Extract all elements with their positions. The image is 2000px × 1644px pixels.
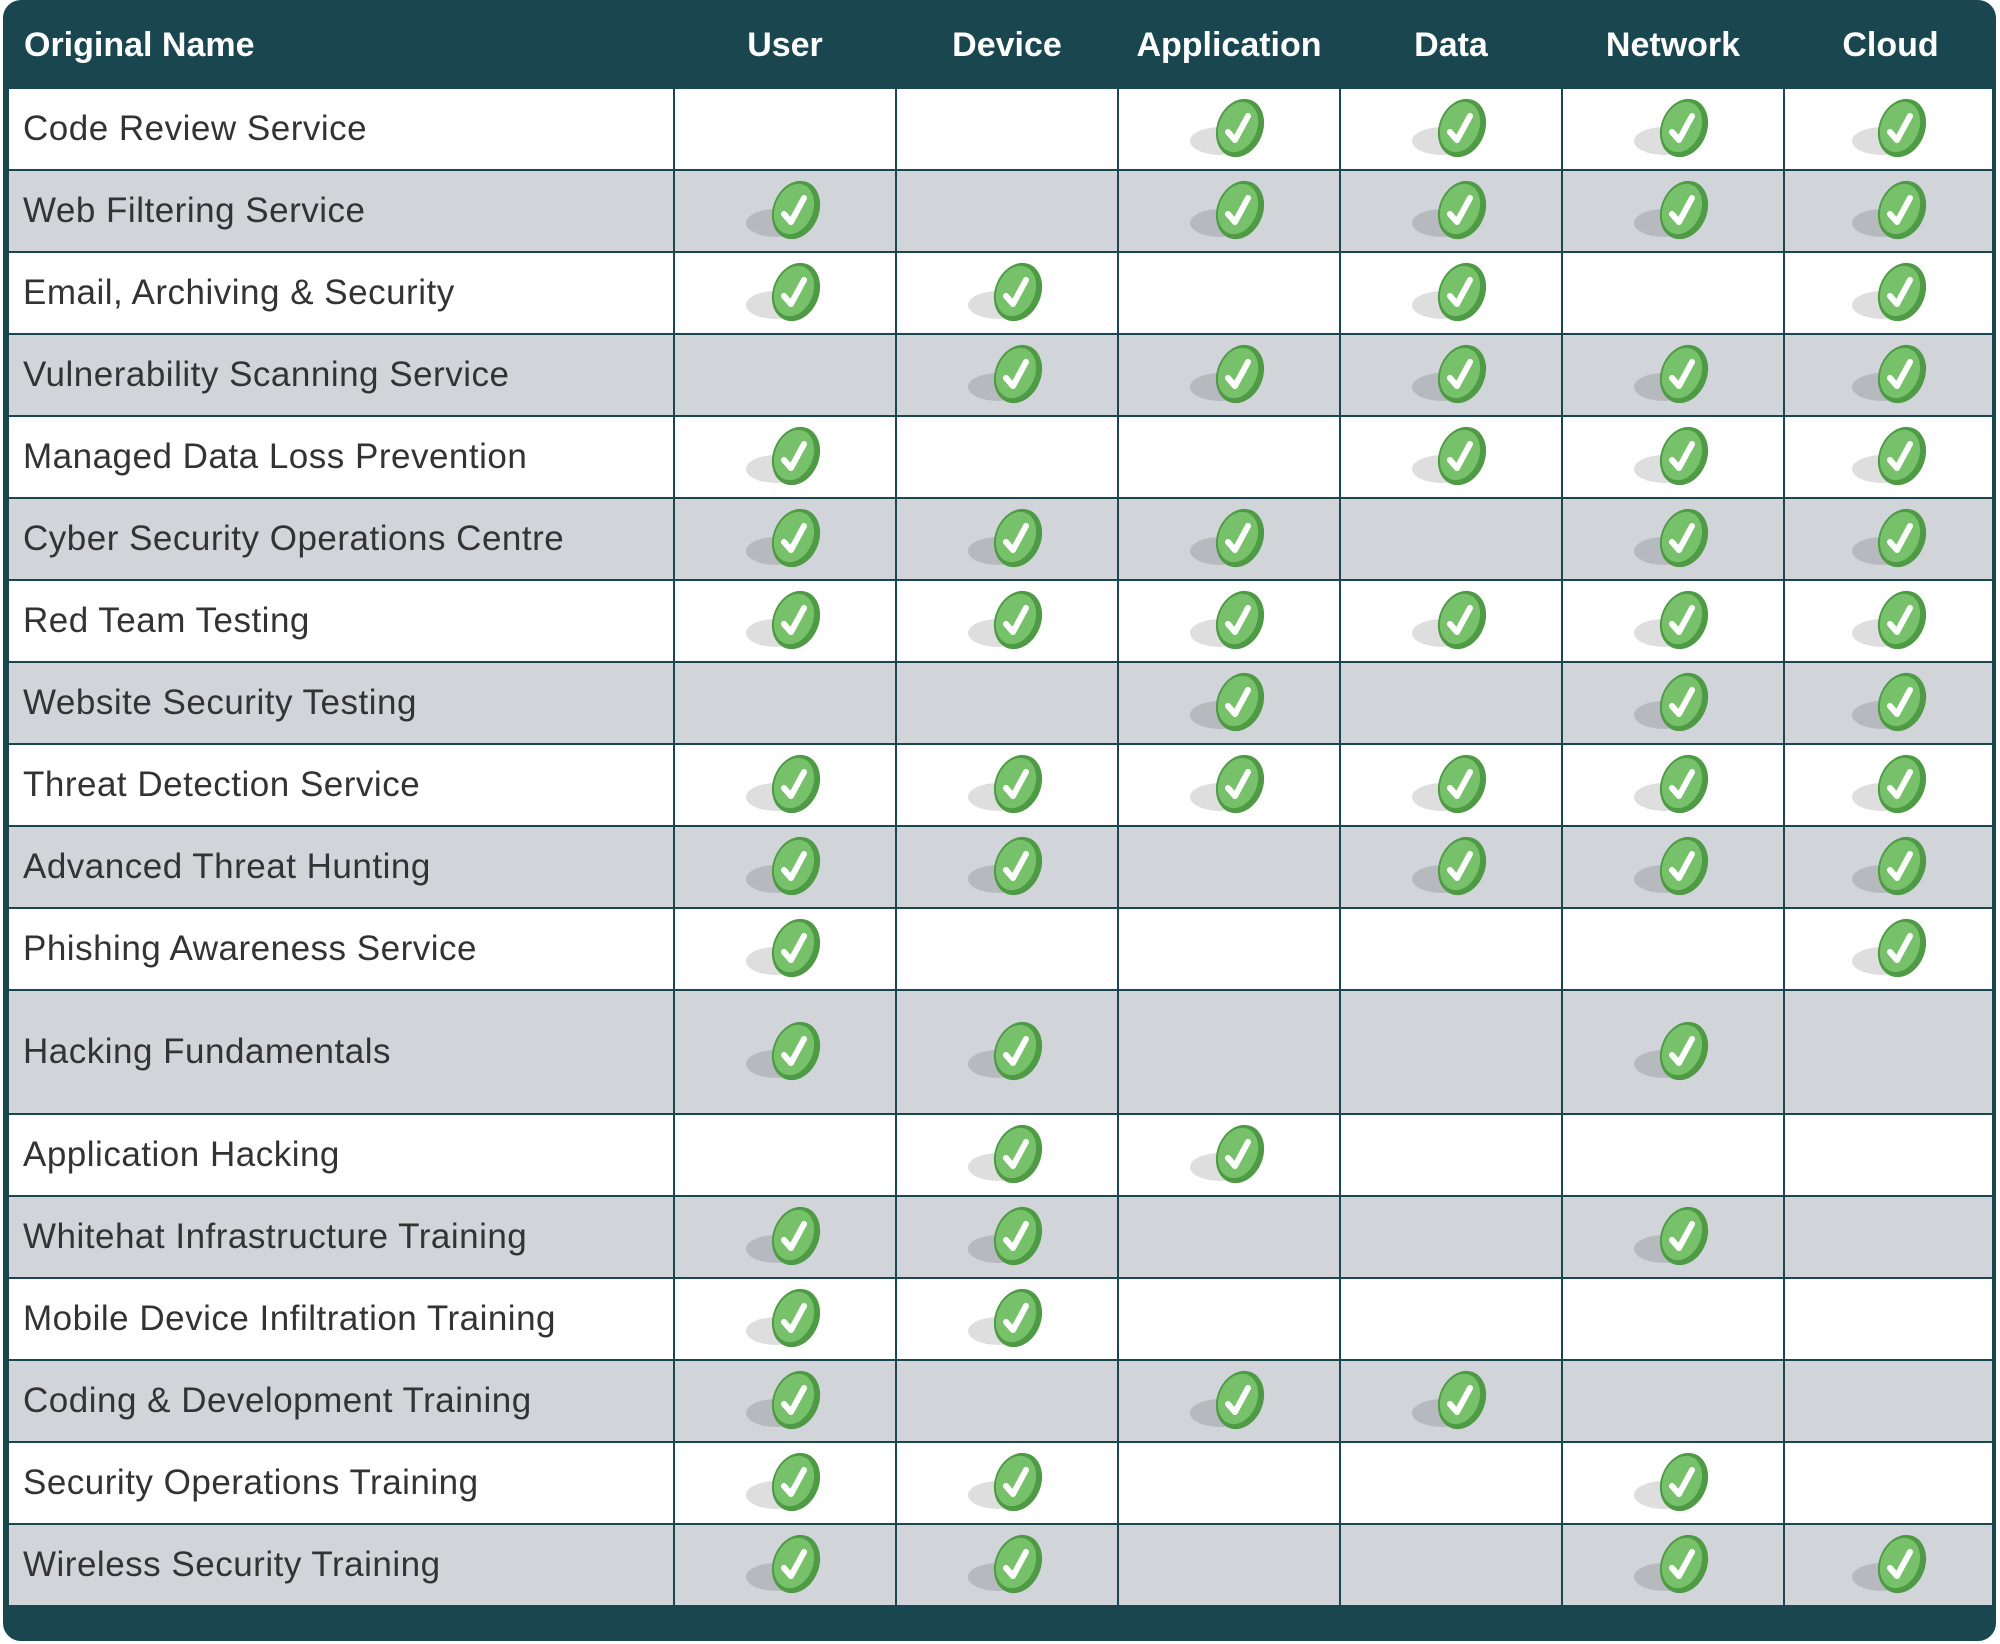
check-circle-icon bbox=[1850, 834, 1932, 900]
table-row bbox=[8, 252, 1996, 334]
service-name-cell: Security Operations Training bbox=[8, 1442, 674, 1524]
cell-network bbox=[1562, 580, 1784, 662]
cell-cloud bbox=[1784, 334, 1996, 416]
cell-device bbox=[896, 416, 1118, 498]
table-row bbox=[8, 826, 1996, 908]
table-row bbox=[8, 1114, 1996, 1196]
service-name-cell: Code Review Service bbox=[8, 88, 674, 170]
table-row bbox=[8, 170, 1996, 252]
table-row bbox=[8, 416, 1996, 498]
cell-data bbox=[1340, 498, 1562, 580]
cell-network bbox=[1562, 990, 1784, 1114]
check-circle-icon bbox=[1410, 260, 1492, 326]
cell-application bbox=[1118, 1278, 1340, 1360]
check-circle-icon bbox=[1632, 178, 1714, 244]
service-name-cell: Red Team Testing bbox=[8, 580, 674, 662]
cell-device bbox=[896, 826, 1118, 908]
check-circle-icon bbox=[1188, 1122, 1270, 1188]
table-row bbox=[8, 1196, 1996, 1278]
table-row bbox=[8, 334, 1996, 416]
cell-device bbox=[896, 1442, 1118, 1524]
service-name-cell: Vulnerability Scanning Service bbox=[8, 334, 674, 416]
check-circle-icon bbox=[1850, 178, 1932, 244]
cell-device bbox=[896, 990, 1118, 1114]
check-circle-icon bbox=[1632, 1532, 1714, 1598]
check-circle-icon bbox=[966, 1450, 1048, 1516]
table-row bbox=[8, 1442, 1996, 1524]
check-circle-icon bbox=[1850, 588, 1932, 654]
cell-network bbox=[1562, 1278, 1784, 1360]
cell-data bbox=[1340, 826, 1562, 908]
cell-network bbox=[1562, 252, 1784, 334]
cell-network bbox=[1562, 1442, 1784, 1524]
cell-application bbox=[1118, 662, 1340, 744]
cell-data bbox=[1340, 908, 1562, 990]
cell-cloud bbox=[1784, 1442, 1996, 1524]
check-circle-icon bbox=[1632, 1204, 1714, 1270]
cell-application bbox=[1118, 826, 1340, 908]
check-circle-icon bbox=[1188, 670, 1270, 736]
cell-data bbox=[1340, 662, 1562, 744]
cell-cloud bbox=[1784, 1360, 1996, 1442]
cell-device bbox=[896, 580, 1118, 662]
cell-application bbox=[1118, 252, 1340, 334]
check-circle-icon bbox=[744, 1532, 826, 1598]
check-circle-icon bbox=[1850, 260, 1932, 326]
cell-cloud bbox=[1784, 744, 1996, 826]
cell-application bbox=[1118, 88, 1340, 170]
cell-user bbox=[674, 990, 896, 1114]
check-circle-icon bbox=[744, 834, 826, 900]
cell-network bbox=[1562, 908, 1784, 990]
cell-data bbox=[1340, 990, 1562, 1114]
column-header-data: Data bbox=[1340, 4, 1562, 88]
check-circle-icon bbox=[1632, 1019, 1714, 1085]
cell-user bbox=[674, 498, 896, 580]
column-header-cloud: Cloud bbox=[1784, 4, 1996, 88]
check-circle-icon bbox=[1410, 424, 1492, 490]
table-body bbox=[8, 88, 1996, 1606]
check-circle-icon bbox=[1632, 506, 1714, 572]
cell-application bbox=[1118, 1360, 1340, 1442]
cell-network bbox=[1562, 1196, 1784, 1278]
check-circle-icon bbox=[966, 1019, 1048, 1085]
table-row bbox=[8, 88, 1996, 170]
service-name-cell: Managed Data Loss Prevention bbox=[8, 416, 674, 498]
check-circle-icon bbox=[1632, 670, 1714, 736]
cell-data bbox=[1340, 580, 1562, 662]
cell-application bbox=[1118, 908, 1340, 990]
cell-cloud bbox=[1784, 580, 1996, 662]
cell-data bbox=[1340, 1524, 1562, 1606]
check-circle-icon bbox=[1850, 752, 1932, 818]
check-circle-icon bbox=[966, 1122, 1048, 1188]
check-circle-icon bbox=[1850, 916, 1932, 982]
service-name-cell: Cyber Security Operations Centre bbox=[8, 498, 674, 580]
cell-device bbox=[896, 334, 1118, 416]
check-circle-icon bbox=[744, 506, 826, 572]
check-circle-icon bbox=[1410, 752, 1492, 818]
check-circle-icon bbox=[1850, 1532, 1932, 1598]
table-row bbox=[8, 1524, 1996, 1606]
cell-user bbox=[674, 908, 896, 990]
service-matrix-table-frame bbox=[3, 0, 1996, 1641]
header-row bbox=[8, 4, 1996, 88]
check-circle-icon bbox=[1188, 96, 1270, 162]
table-row bbox=[8, 1360, 1996, 1442]
check-circle-icon bbox=[1632, 96, 1714, 162]
cell-application bbox=[1118, 498, 1340, 580]
cell-cloud bbox=[1784, 1524, 1996, 1606]
table-row bbox=[8, 498, 1996, 580]
table-row bbox=[8, 990, 1996, 1114]
cell-cloud bbox=[1784, 252, 1996, 334]
cell-cloud bbox=[1784, 88, 1996, 170]
check-circle-icon bbox=[744, 1450, 826, 1516]
cell-device bbox=[896, 1524, 1118, 1606]
check-circle-icon bbox=[966, 834, 1048, 900]
check-circle-icon bbox=[1632, 752, 1714, 818]
cell-network bbox=[1562, 1114, 1784, 1196]
check-circle-icon bbox=[1632, 1450, 1714, 1516]
check-circle-icon bbox=[1410, 834, 1492, 900]
service-name-cell: Wireless Security Training bbox=[8, 1524, 674, 1606]
cell-cloud bbox=[1784, 990, 1996, 1114]
cell-user bbox=[674, 1278, 896, 1360]
check-circle-icon bbox=[1188, 506, 1270, 572]
service-name-cell: Phishing Awareness Service bbox=[8, 908, 674, 990]
check-circle-icon bbox=[966, 1204, 1048, 1270]
table-header bbox=[8, 4, 1996, 88]
table-row bbox=[8, 744, 1996, 826]
cell-network bbox=[1562, 416, 1784, 498]
cell-device bbox=[896, 1196, 1118, 1278]
cell-data bbox=[1340, 1442, 1562, 1524]
column-header-device: Device bbox=[896, 4, 1118, 88]
check-circle-icon bbox=[1632, 342, 1714, 408]
cell-cloud bbox=[1784, 1196, 1996, 1278]
cell-cloud bbox=[1784, 908, 1996, 990]
cell-user bbox=[674, 826, 896, 908]
cell-network bbox=[1562, 334, 1784, 416]
check-circle-icon bbox=[966, 752, 1048, 818]
cell-cloud bbox=[1784, 662, 1996, 744]
cell-network bbox=[1562, 498, 1784, 580]
check-circle-icon bbox=[1632, 834, 1714, 900]
cell-network bbox=[1562, 1360, 1784, 1442]
check-circle-icon bbox=[1188, 588, 1270, 654]
check-circle-icon bbox=[1188, 342, 1270, 408]
column-header-original-name: Original Name bbox=[8, 4, 674, 88]
cell-data bbox=[1340, 88, 1562, 170]
cell-data bbox=[1340, 744, 1562, 826]
service-name-cell: Website Security Testing bbox=[8, 662, 674, 744]
cell-user bbox=[674, 416, 896, 498]
check-circle-icon bbox=[744, 752, 826, 818]
cell-device bbox=[896, 662, 1118, 744]
cell-user bbox=[674, 1442, 896, 1524]
cell-user bbox=[674, 1196, 896, 1278]
cell-cloud bbox=[1784, 1278, 1996, 1360]
cell-user bbox=[674, 88, 896, 170]
cell-user bbox=[674, 252, 896, 334]
service-name-cell: Email, Archiving & Security bbox=[8, 252, 674, 334]
check-circle-icon bbox=[966, 506, 1048, 572]
cell-network bbox=[1562, 1524, 1784, 1606]
cell-application bbox=[1118, 744, 1340, 826]
check-circle-icon bbox=[1632, 424, 1714, 490]
cell-network bbox=[1562, 744, 1784, 826]
cell-cloud bbox=[1784, 170, 1996, 252]
table-row bbox=[8, 580, 1996, 662]
cell-user bbox=[674, 1524, 896, 1606]
check-circle-icon bbox=[966, 1286, 1048, 1352]
cell-data bbox=[1340, 170, 1562, 252]
check-circle-icon bbox=[744, 178, 826, 244]
check-circle-icon bbox=[744, 916, 826, 982]
cell-data bbox=[1340, 416, 1562, 498]
cell-cloud bbox=[1784, 416, 1996, 498]
table-row bbox=[8, 662, 1996, 744]
cell-data bbox=[1340, 1196, 1562, 1278]
service-matrix-table bbox=[7, 4, 1996, 1607]
cell-application bbox=[1118, 334, 1340, 416]
cell-user bbox=[674, 170, 896, 252]
cell-application bbox=[1118, 170, 1340, 252]
cell-device bbox=[896, 252, 1118, 334]
cell-device bbox=[896, 908, 1118, 990]
cell-data bbox=[1340, 252, 1562, 334]
cell-data bbox=[1340, 1360, 1562, 1442]
cell-application bbox=[1118, 1196, 1340, 1278]
check-circle-icon bbox=[744, 588, 826, 654]
cell-network bbox=[1562, 170, 1784, 252]
check-circle-icon bbox=[966, 1532, 1048, 1598]
check-circle-icon bbox=[1410, 342, 1492, 408]
service-name-cell: Advanced Threat Hunting bbox=[8, 826, 674, 908]
check-circle-icon bbox=[1850, 424, 1932, 490]
service-name-cell: Threat Detection Service bbox=[8, 744, 674, 826]
check-circle-icon bbox=[744, 260, 826, 326]
cell-user bbox=[674, 744, 896, 826]
cell-user bbox=[674, 580, 896, 662]
cell-device bbox=[896, 744, 1118, 826]
service-name-cell: Mobile Device Infiltration Training bbox=[8, 1278, 674, 1360]
service-name-cell: Application Hacking bbox=[8, 1114, 674, 1196]
cell-application bbox=[1118, 1442, 1340, 1524]
check-circle-icon bbox=[1632, 588, 1714, 654]
service-name-cell: Web Filtering Service bbox=[8, 170, 674, 252]
cell-device bbox=[896, 170, 1118, 252]
check-circle-icon bbox=[1410, 1368, 1492, 1434]
check-circle-icon bbox=[1188, 1368, 1270, 1434]
service-name-cell: Whitehat Infrastructure Training bbox=[8, 1196, 674, 1278]
check-circle-icon bbox=[1850, 96, 1932, 162]
check-circle-icon bbox=[1850, 342, 1932, 408]
cell-user bbox=[674, 662, 896, 744]
check-circle-icon bbox=[1850, 506, 1932, 572]
table-row bbox=[8, 1278, 1996, 1360]
cell-application bbox=[1118, 416, 1340, 498]
column-header-network: Network bbox=[1562, 4, 1784, 88]
cell-device bbox=[896, 1114, 1118, 1196]
check-circle-icon bbox=[966, 588, 1048, 654]
check-circle-icon bbox=[744, 1019, 826, 1085]
cell-cloud bbox=[1784, 1114, 1996, 1196]
check-circle-icon bbox=[744, 424, 826, 490]
column-header-user: User bbox=[674, 4, 896, 88]
cell-application bbox=[1118, 580, 1340, 662]
cell-cloud bbox=[1784, 826, 1996, 908]
service-name-cell: Coding & Development Training bbox=[8, 1360, 674, 1442]
column-header-application: Application bbox=[1118, 4, 1340, 88]
cell-application bbox=[1118, 1524, 1340, 1606]
service-name-cell: Hacking Fundamentals bbox=[8, 990, 674, 1114]
cell-network bbox=[1562, 88, 1784, 170]
cell-cloud bbox=[1784, 498, 1996, 580]
cell-data bbox=[1340, 1278, 1562, 1360]
check-circle-icon bbox=[966, 342, 1048, 408]
cell-network bbox=[1562, 826, 1784, 908]
check-circle-icon bbox=[1410, 96, 1492, 162]
cell-user bbox=[674, 1114, 896, 1196]
check-circle-icon bbox=[1410, 588, 1492, 654]
check-circle-icon bbox=[1188, 178, 1270, 244]
check-circle-icon bbox=[1188, 752, 1270, 818]
cell-network bbox=[1562, 662, 1784, 744]
cell-device bbox=[896, 88, 1118, 170]
check-circle-icon bbox=[744, 1368, 826, 1434]
check-circle-icon bbox=[966, 260, 1048, 326]
cell-device bbox=[896, 1360, 1118, 1442]
cell-application bbox=[1118, 1114, 1340, 1196]
cell-user bbox=[674, 1360, 896, 1442]
cell-application bbox=[1118, 990, 1340, 1114]
check-circle-icon bbox=[744, 1286, 826, 1352]
cell-data bbox=[1340, 334, 1562, 416]
table-row bbox=[8, 908, 1996, 990]
cell-device bbox=[896, 1278, 1118, 1360]
check-circle-icon bbox=[1410, 178, 1492, 244]
check-circle-icon bbox=[744, 1204, 826, 1270]
cell-device bbox=[896, 498, 1118, 580]
cell-user bbox=[674, 334, 896, 416]
cell-data bbox=[1340, 1114, 1562, 1196]
check-circle-icon bbox=[1850, 670, 1932, 736]
